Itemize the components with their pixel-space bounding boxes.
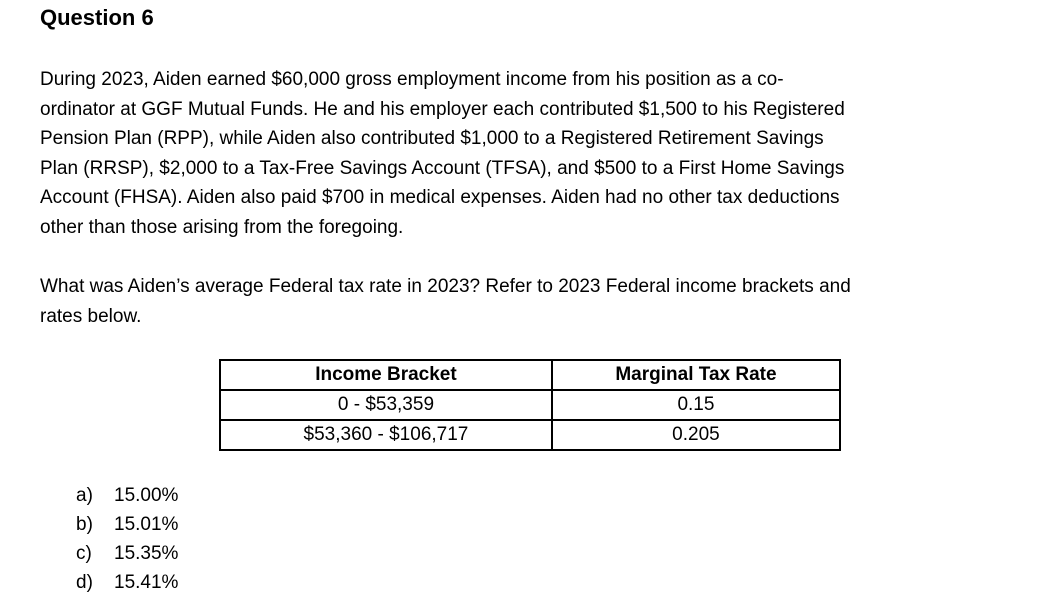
tax-rate-cell: 0.15: [552, 390, 840, 420]
choice-text: 15.35%: [114, 543, 179, 564]
income-bracket-cell: $53,360 - $106,717: [220, 420, 552, 450]
table-row: [220, 420, 840, 450]
paragraph-line: Plan (RRSP), $2,000 to a Tax-Free Savings Account (TFSA), and $500 to a First Home Savings: [40, 157, 845, 179]
choice-b: [76, 510, 178, 539]
question-paragraph-2: [40, 272, 851, 331]
question-paragraph-1: [40, 65, 845, 242]
paragraph-line: Pension Plan (RPP), while Aiden also contributed $1,000 to a Registered Retirement Savings: [40, 128, 824, 149]
choice-text: 15.01%: [114, 514, 179, 535]
paragraph-line: Account (FHSA). Aiden also paid $700 in medical expenses. Aiden had no other tax deductions: [40, 187, 840, 208]
paragraph-line: ordinator at GGF Mutual Funds. He and his employer each contributed $1,500 to his Registered: [40, 98, 845, 120]
paragraph-line: During 2023, Aiden earned $60,000 gross employment income from his position as a co-: [40, 69, 784, 90]
paragraph-line: rates below.: [40, 305, 142, 327]
paragraph-line: other than those arising from the foregoing.: [40, 216, 404, 238]
header-income-bracket: Income Bracket: [220, 360, 552, 390]
table-header-row: [220, 360, 840, 390]
table-row: [220, 390, 840, 420]
paragraph-line: What was Aiden’s average Federal tax rate in 2023? Refer to 2023 Federal income brackets and: [40, 276, 851, 297]
answer-choices: [76, 481, 178, 597]
choice-letter: b): [76, 514, 93, 535]
tax-rate-cell: 0.205: [552, 420, 840, 450]
header-marginal-tax-rate: Marginal Tax Rate: [552, 360, 840, 390]
choice-text: 15.00%: [114, 485, 179, 506]
choice-text: 15.41%: [114, 572, 179, 593]
choice-a: [76, 481, 178, 510]
choice-letter: a): [76, 485, 93, 506]
choice-c: [76, 539, 178, 568]
choice-letter: d): [76, 572, 93, 593]
question-title: Question 6: [40, 5, 154, 30]
choice-letter: c): [76, 543, 92, 564]
tax-bracket-table: [219, 359, 841, 451]
income-bracket-cell: 0 - $53,359: [220, 390, 552, 420]
choice-d: [76, 568, 178, 597]
